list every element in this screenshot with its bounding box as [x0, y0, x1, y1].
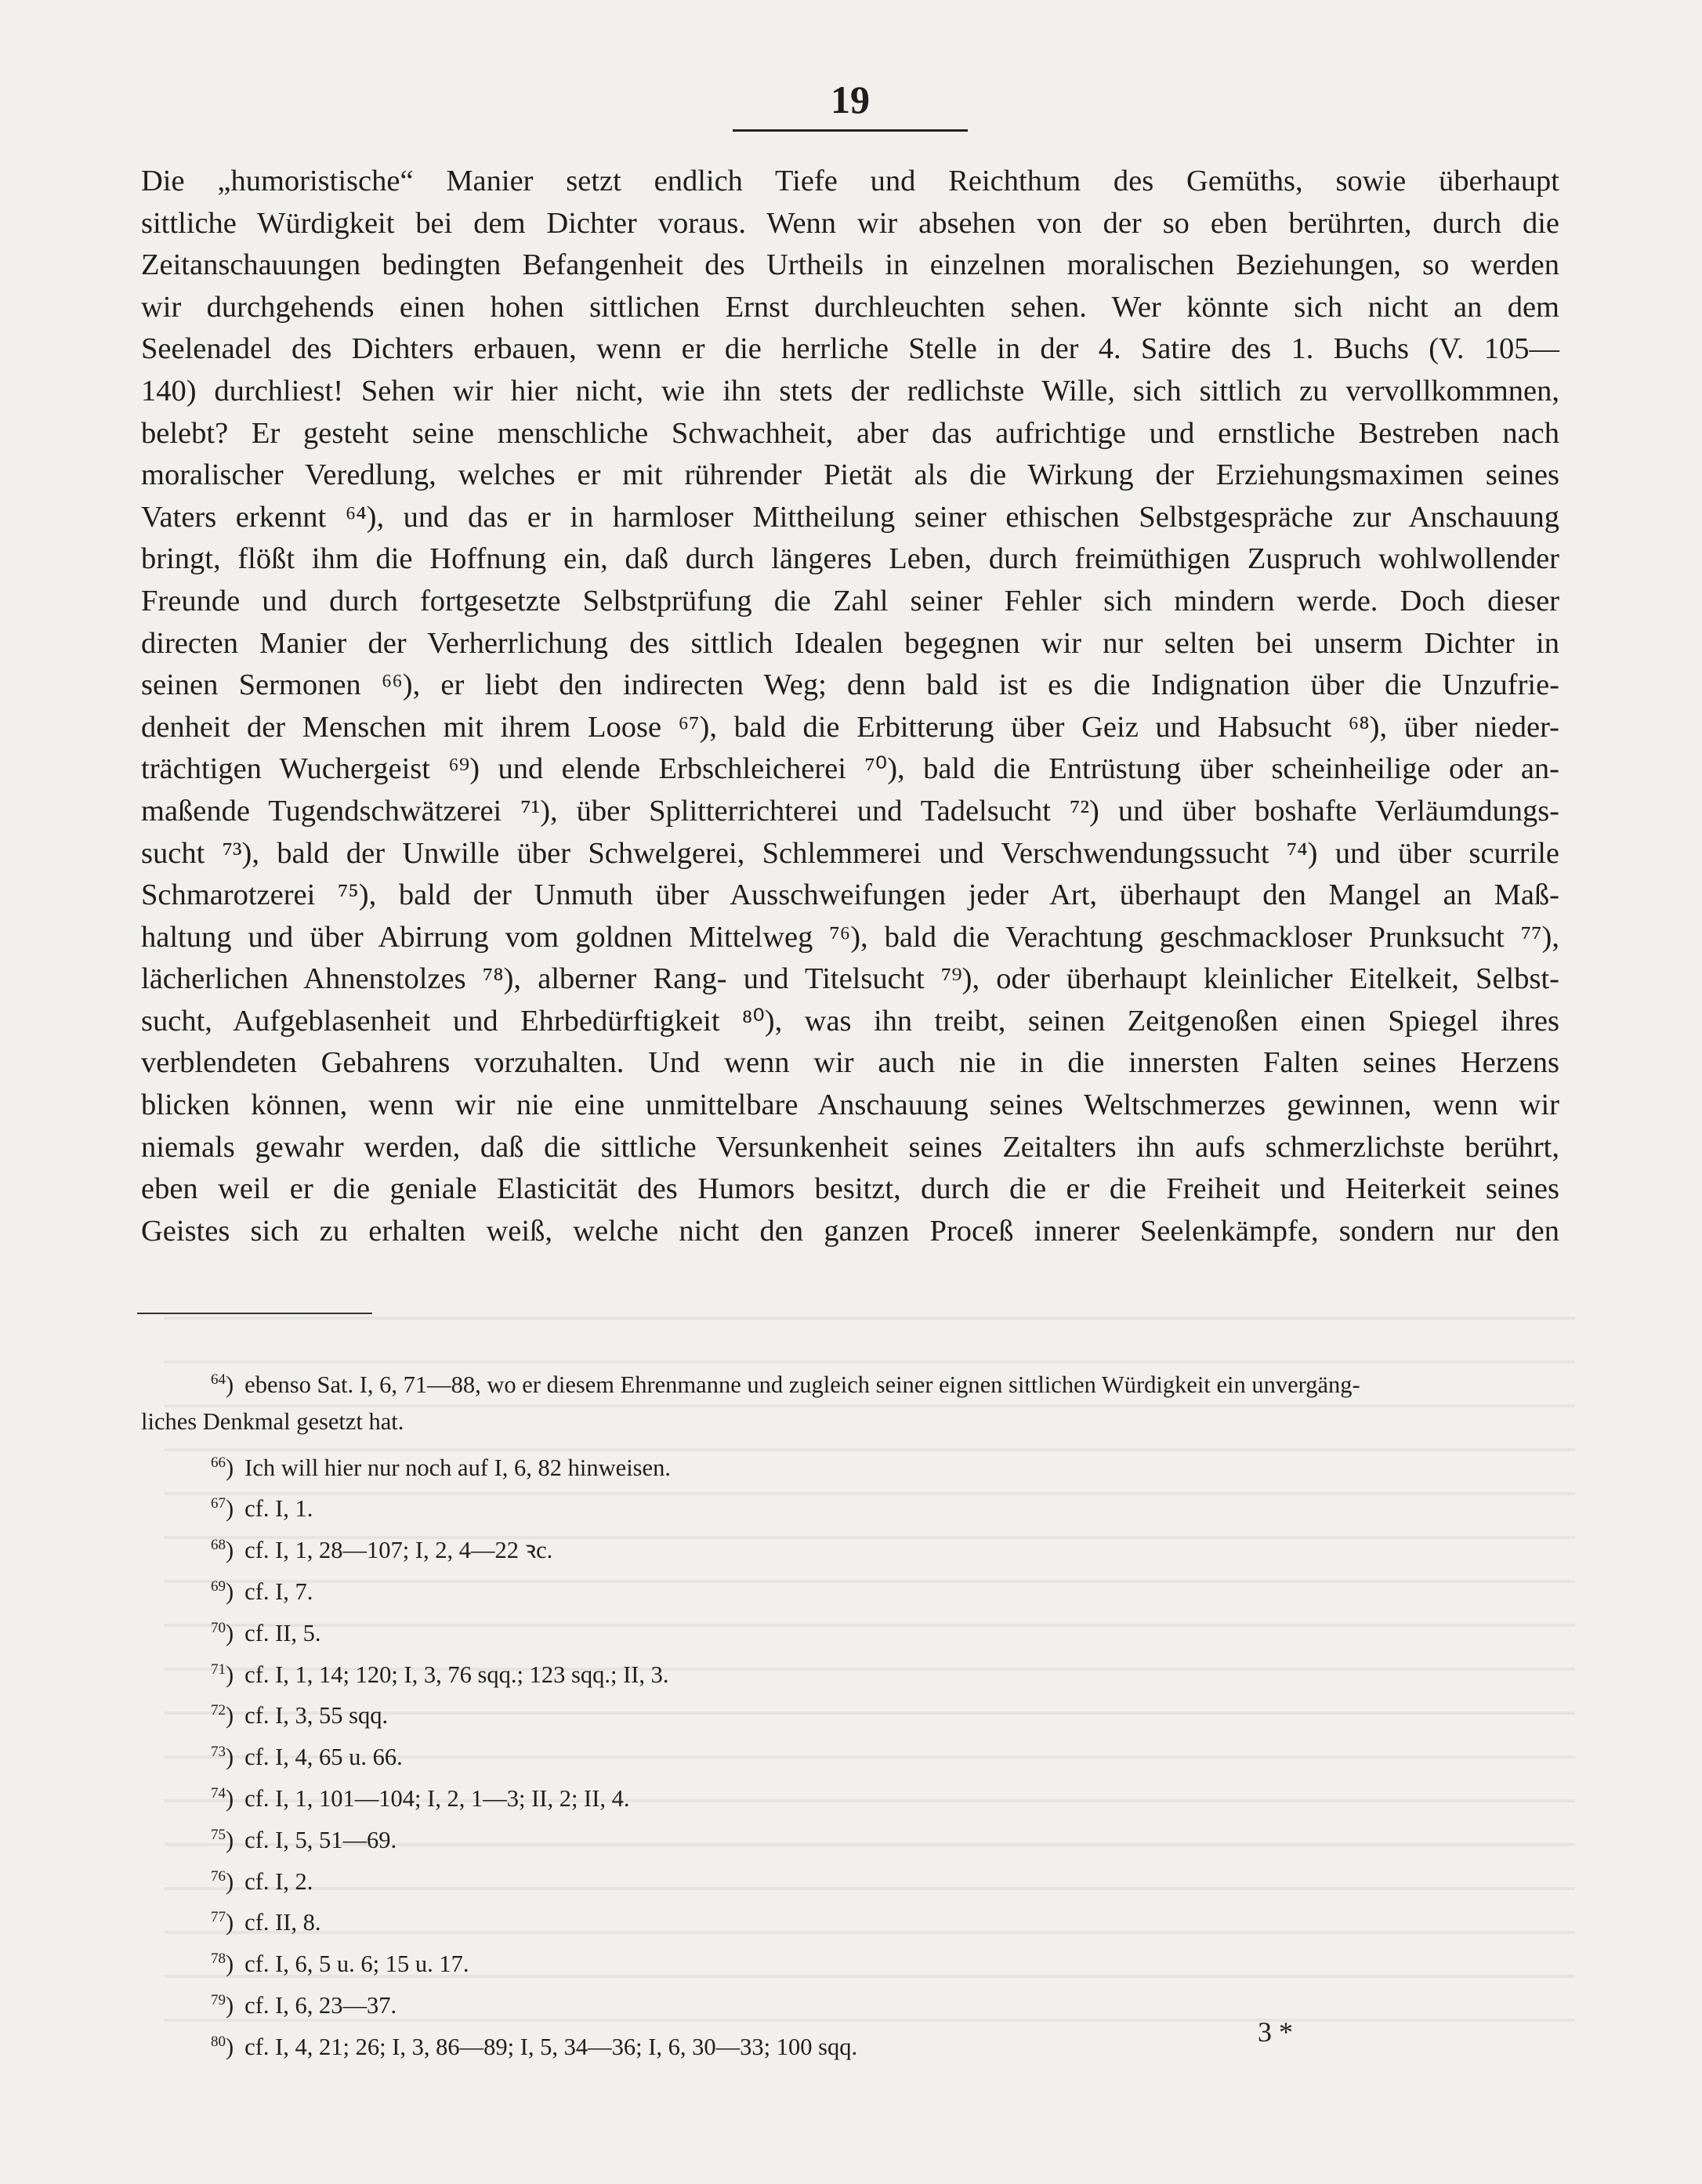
page-number: 19 [831, 78, 870, 121]
body-line: Zeitanschauungen bedingten Befangenheit des Urtheils in einzelnen moralischen Beziehungen, so werden [141, 248, 1559, 282]
footnote-number: 73 [211, 1744, 226, 1761]
footnote-paren: ) [226, 1661, 234, 1688]
body-line: seinen Sermonen ⁶⁶), er liebt den indirecten Weg; denn bald ist es die Indignation über die Unzufrie- [141, 668, 1559, 702]
body-line: denheit der Menschen mit ihrem Loose ⁶⁷), bald die Erbitterung über Geiz und Habsucht ⁶⁸), über nieder- [141, 710, 1559, 744]
body-line: Seelenadel des Dichters erbauen, wenn er die herrliche Stelle in der 4. Satire des 1. Buchs (V. 105— [141, 332, 1559, 366]
footnote-paren: ) [226, 1909, 234, 1936]
body-line: verblendeten Gebahrens vorzuhalten. Und wenn wir auch nie in die innersten Falten seines Herzens [141, 1046, 1559, 1080]
footnote-text: cf. I, 6, 5 u. 6; 15 u. 17. [244, 1950, 469, 1978]
footnote-paren: ) [226, 1744, 234, 1771]
footnote-number: 74 [211, 1784, 226, 1802]
footnote [141, 1897, 1559, 1939]
footnote-number: 66 [211, 1454, 226, 1471]
footnote [141, 1773, 1559, 1815]
footnote-paren: ) [226, 1867, 234, 1895]
footnote-paren: ) [226, 1619, 234, 1646]
footnote-paren: ) [226, 1950, 234, 1978]
footnote-number: 69 [211, 1577, 226, 1595]
footnote-text: cf. I, 5, 51—69. [244, 1826, 397, 1853]
footnote-paren: ) [226, 1495, 234, 1523]
footnote [141, 1360, 1559, 1401]
body-line: maßende Tugendschwätzerei ⁷¹), über Splitterrichterei und Tadelsucht ⁷²) und über boshafte Verläumdungs- [141, 794, 1559, 828]
footnote-text: cf. I, 4, 21; 26; I, 3, 86—89; I, 5, 34—36; I, 6, 30—33; 100 sqq. [244, 2033, 858, 2060]
footnote [141, 1939, 1559, 1980]
body-line: directen Manier der Verherrlichung des sittlich Idealen begegnen wir nur selten bei unserm Dichter in [141, 626, 1559, 660]
footnote [141, 1980, 1559, 2022]
footnote-number: 77 [211, 1909, 226, 1926]
body-line: blicken können, wenn wir nie eine unmittelbare Anschauung seines Weltschmerzes gewinnen, wenn wir [141, 1088, 1559, 1122]
footnote-text: cf. I, 2. [244, 1867, 313, 1895]
footnote-text: cf. I, 1, 28—107; I, 2, 4—22 ꝛc. [244, 1537, 553, 1564]
footnote [141, 1566, 1559, 1608]
body-line: sucht ⁷³), bald der Unwille über Schwelgerei, Schlemmerei und Verschwendungssucht ⁷⁴) und über scurrile [141, 836, 1559, 870]
body-line: haltung und über Abirrung vom goldnen Mittelweg ⁷⁶), bald die Verachtung geschmackloser Prunksucht ⁷⁷), [141, 920, 1559, 954]
body-line: Geistes sich zu erhalten weiß, welche nicht den ganzen Proceß innerer Seelenkämpfe, sondern nur den [141, 1214, 1559, 1248]
body-line: sittliche Würdigkeit bei dem Dichter voraus. Wenn wir absehen von der so eben berührten, durch die [141, 206, 1559, 240]
sheet-signature: 3 * [1258, 2016, 1293, 2048]
footnote-paren: ) [226, 1537, 234, 1564]
body-line: sucht, Aufgeblasenheit und Ehrbedürftigkeit ⁸⁰), was ihn treibt, seinen Zeitgenoßen einen Spiegel ihres [141, 1004, 1559, 1038]
footnote-number: 67 [211, 1495, 226, 1512]
footnote-text: cf. I, 1, 14; 120; I, 3, 76 sqq.; 123 sqq.; II, 3. [244, 1661, 669, 1688]
body-line: eben weil er die geniale Elasticität des Humors besitzt, durch die er die Freiheit und Heiterkeit seines [141, 1172, 1559, 1206]
body-line: niemals gewahr werden, daß die sittliche Versunkenheit seines Zeitalters ihn aufs schmerzlichste berührt, [141, 1130, 1559, 1164]
footnote-text: cf. I, 4, 65 u. 66. [244, 1744, 403, 1771]
body-line: wir durchgehends einen hohen sittlichen Ernst durchleuchten sehen. Wer könnte sich nicht an dem [141, 290, 1559, 324]
footnote-text: cf. II, 8. [244, 1909, 321, 1936]
footnote-paren: ) [226, 1371, 234, 1398]
footnote-text: cf. I, 1, 101—104; I, 2, 1—3; II, 2; II, 4. [244, 1784, 630, 1812]
footnote-number: 71 [211, 1661, 226, 1678]
footnote [141, 1650, 1559, 1691]
footnote-text: cf. II, 5. [244, 1619, 321, 1646]
footnote-text: cf. I, 7. [244, 1577, 313, 1605]
footnote-number: 72 [211, 1702, 226, 1719]
body-line: lächerlichen Ahnenstolzes ⁷⁸), alberner Rang- und Titelsucht ⁷⁹), oder überhaupt kleinlicher Eitelkeit, Selbst- [141, 962, 1559, 996]
footnote [141, 1401, 1559, 1443]
footnote-text: liches Denkmal gesetzt hat. [141, 1407, 404, 1435]
footnote-number: 70 [211, 1619, 226, 1636]
footnote [141, 1483, 1559, 1525]
footnote [141, 2022, 1559, 2063]
footnote-number: 79 [211, 1991, 226, 2008]
footnote-rule [137, 1313, 372, 1314]
footnote-number: 68 [211, 1537, 226, 1554]
body-line: trächtigen Wuchergeist ⁶⁹) und elende Erbschleicherei ⁷⁰), bald die Entrüstung über scheinheilige oder an- [141, 752, 1559, 786]
footnote-text: cf. I, 6, 23—37. [244, 1991, 397, 2019]
footnote [141, 1525, 1559, 1566]
footnote-text: Ich will hier nur noch auf I, 6, 82 hinweisen. [244, 1454, 671, 1481]
footnote-text: cf. I, 3, 55 sqq. [244, 1702, 389, 1729]
footnote-number: 64 [211, 1371, 226, 1388]
body-line: Vaters erkennt ⁶⁴), und das er in harmloser Mittheilung seiner ethischen Selbstgespräche zur Anschauung [141, 500, 1559, 534]
footnote-number: 80 [211, 2033, 226, 2050]
footnote [141, 1732, 1559, 1773]
footnote [141, 1815, 1559, 1856]
footnote-text: cf. I, 1. [244, 1495, 313, 1523]
footnote-number: 78 [211, 1950, 226, 1968]
body-line: moralischer Veredlung, welches er mit rührender Pietät als die Wirkung der Erziehungsmaximen seines [141, 458, 1559, 492]
footnote [141, 1443, 1559, 1484]
footnote [141, 1856, 1559, 1898]
footnote-paren: ) [226, 1702, 234, 1729]
footnote-text: ebenso Sat. I, 6, 71—88, wo er diesem Ehrenmanne und zugleich seiner eignen sittlichen Würdigkeit ein unvergäng- [244, 1371, 1360, 1398]
body-line: Die „humoristische“ Manier setzt endlich Tiefe und Reichthum des Gemüths, sowie überhaupt [141, 165, 1559, 197]
footnote-paren: ) [226, 1784, 234, 1812]
body-line: bringt, flößt ihm die Hoffnung ein, daß durch längeres Leben, durch freimüthigen Zuspruch wohlwollender [141, 542, 1559, 576]
footnote [141, 1608, 1559, 1650]
footnote-paren: ) [226, 1991, 234, 2019]
body-paragraph [141, 161, 1559, 1252]
footnote-paren: ) [226, 1826, 234, 1853]
footnote-number: 75 [211, 1826, 226, 1843]
body-line: 140) durchliest! Sehen wir hier nicht, wie ihn stets der redlichste Wille, sich sittlich zu vervollkommnen, [141, 374, 1559, 407]
footnote [141, 1690, 1559, 1732]
footnotes-list [141, 1360, 1559, 2063]
body-line: Schmarotzerei ⁷⁵), bald der Unmuth über Ausschweifungen jeder Art, überhaupt den Mangel an Maß- [141, 878, 1559, 912]
footnote-paren: ) [226, 2033, 234, 2060]
header-rule [733, 129, 968, 132]
footnote-paren: ) [226, 1454, 234, 1481]
footnote-paren: ) [226, 1577, 234, 1605]
footnote-number: 76 [211, 1867, 226, 1885]
body-line: belebt? Er gesteht seine menschliche Schwachheit, aber das aufrichtige und ernstliche Bestreben nach [141, 416, 1559, 450]
body-line: Freunde und durch fortgesetzte Selbstprüfung die Zahl seiner Fehler sich mindern werde. Doch dieser [141, 584, 1559, 618]
